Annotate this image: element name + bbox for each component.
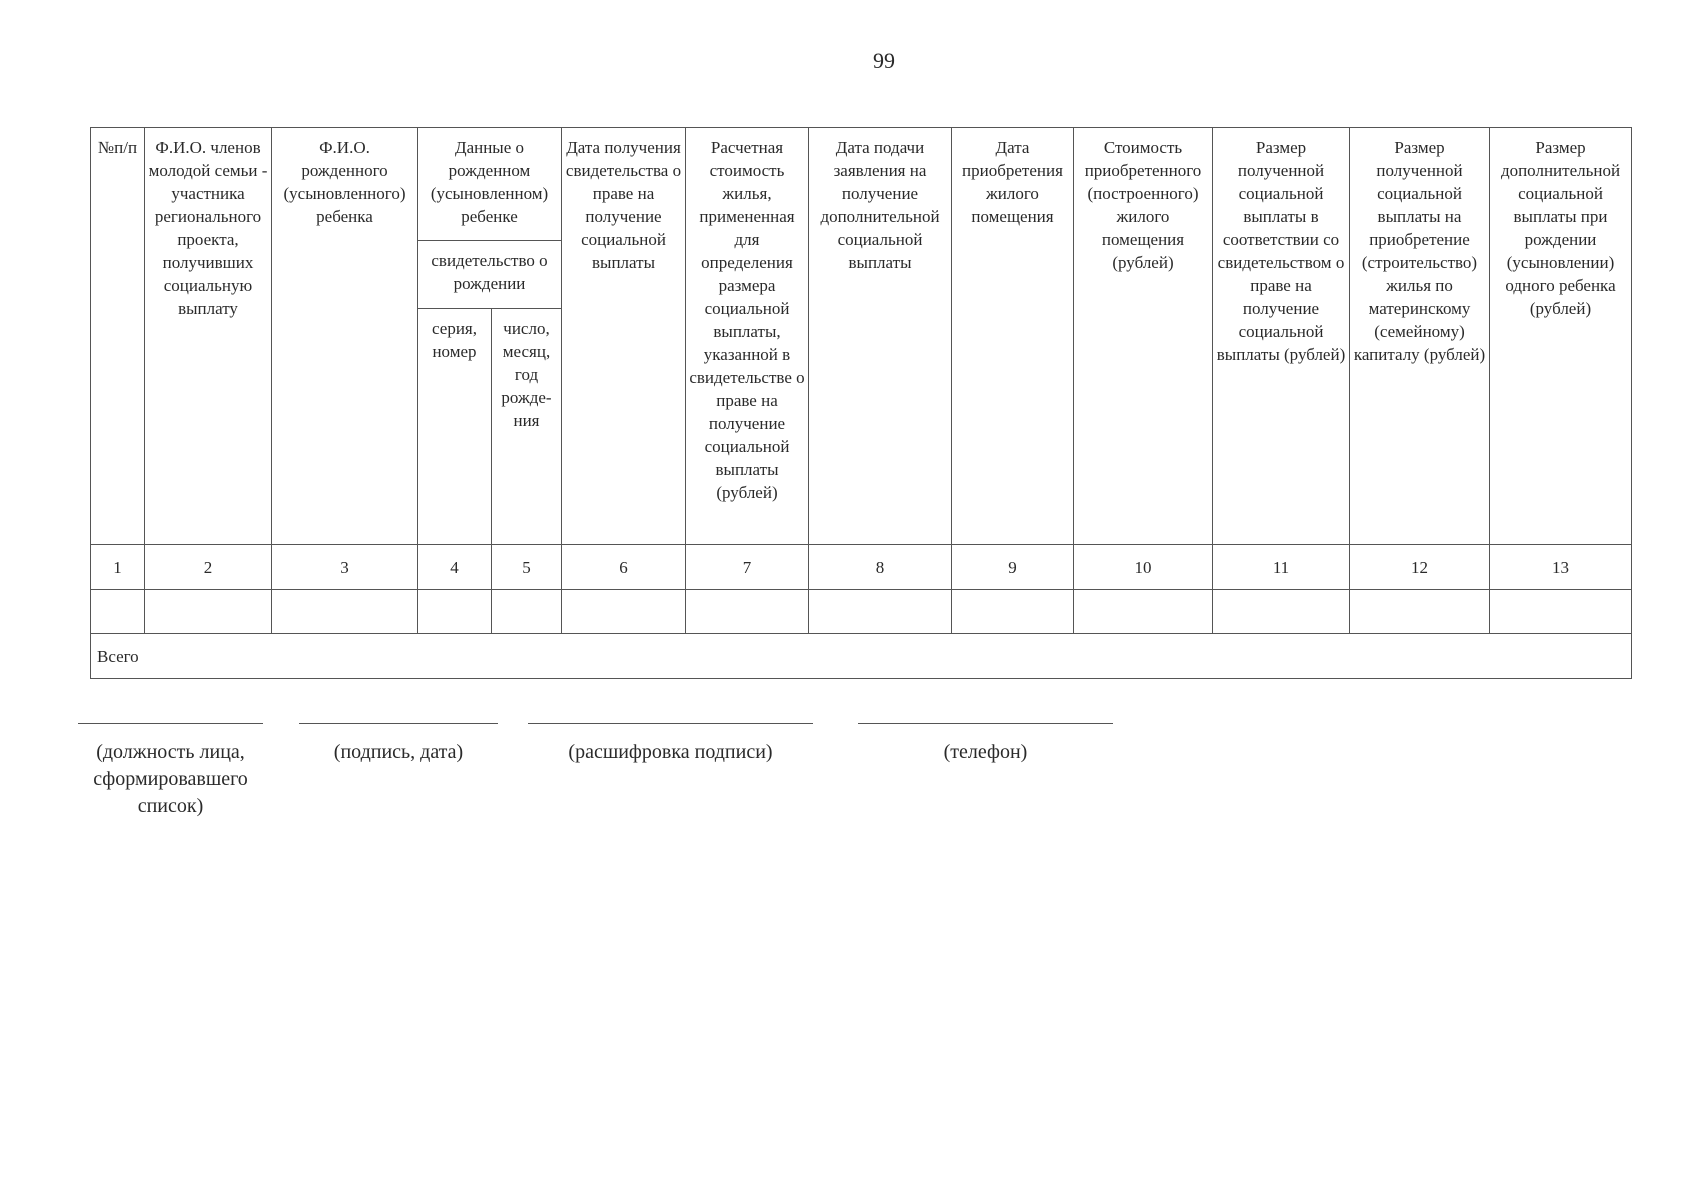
header-purchase-date: Дата приобретения жилого помещения — [952, 128, 1074, 545]
header-additional-payment: Размер дополнительной социальной выплаты при рождении (усыновлении) одного ребенка (рублей) — [1490, 128, 1632, 545]
header-payment-size: Размер полученной социальной выплаты в соответствии со свидетельством о праве на получение социальной выплаты (рублей) — [1213, 128, 1350, 545]
register-table-container — [90, 127, 1632, 679]
header-child-name: Ф.И.О. рожденного (усыновленного) ребенка — [272, 128, 418, 545]
column-number: 11 — [1213, 545, 1350, 590]
header-application-date: Дата подачи заявления на получение дополнительной социальной выплаты — [809, 128, 952, 545]
header-birth-date: число, месяц, год рожде-ния — [492, 309, 562, 545]
header-housing-cost: Расчетная стоимость жилья, примененная для определения размера социальной выплаты, указанной в свидетельстве о праве на получение социальной выплаты (рублей) — [686, 128, 809, 545]
column-number: 12 — [1350, 545, 1490, 590]
data-cell — [952, 590, 1074, 634]
column-number: 10 — [1074, 545, 1213, 590]
data-cell — [809, 590, 952, 634]
data-cell — [145, 590, 272, 634]
signature-sign-date-label: (подпись, дата) — [333, 741, 464, 763]
header-number: №п/п — [91, 128, 145, 545]
column-number: 3 — [272, 545, 418, 590]
register-table — [90, 127, 1632, 679]
column-number: 1 — [91, 545, 145, 590]
header-dwelling-cost: Стоимость приобретенного (построенного) жилого помещения (рублей) — [1074, 128, 1213, 545]
header-maternity-capital: Размер полученной социальной выплаты на приобретение (строительство) жилья по материнскому (семейному) капиталу (рублей) — [1350, 128, 1490, 545]
signature-phone-label: (телефон) — [943, 741, 1028, 763]
header-certificate-date: Дата получения свидетельства о праве на получение социальной выплаты — [562, 128, 686, 545]
signature-position-label: (должность лица, сформировавшего список) — [93, 741, 248, 817]
page-number: 99 — [873, 48, 895, 73]
data-cell — [1074, 590, 1213, 634]
column-number: 8 — [809, 545, 952, 590]
column-number: 9 — [952, 545, 1074, 590]
empty-data-row — [91, 590, 1632, 634]
column-number: 2 — [145, 545, 272, 590]
total-row — [91, 634, 1632, 679]
column-number: 4 — [418, 545, 492, 590]
column-number: 5 — [492, 545, 562, 590]
column-number: 6 — [562, 545, 686, 590]
signature-decoding-label: (расшифровка подписи) — [568, 741, 773, 763]
data-cell — [1490, 590, 1632, 634]
header-series-number: серия, номер — [418, 309, 492, 545]
header-child-data: Данные о рожденном (усыновленном) ребенке — [418, 128, 562, 241]
column-number: 13 — [1490, 545, 1632, 590]
data-cell — [562, 590, 686, 634]
data-cell — [418, 590, 492, 634]
data-cell — [686, 590, 809, 634]
data-cell — [1213, 590, 1350, 634]
column-number: 7 — [686, 545, 809, 590]
total-label: Всего — [91, 634, 1632, 679]
data-cell — [91, 590, 145, 634]
data-cell — [492, 590, 562, 634]
header-family-members: Ф.И.О. членов молодой семьи - участника регионального проекта, получивших социальную выплату — [145, 128, 272, 545]
column-numbers-row — [91, 545, 1632, 590]
data-cell — [1350, 590, 1490, 634]
header-birth-certificate: свидетельство о рождении — [418, 241, 562, 309]
data-cell — [272, 590, 418, 634]
